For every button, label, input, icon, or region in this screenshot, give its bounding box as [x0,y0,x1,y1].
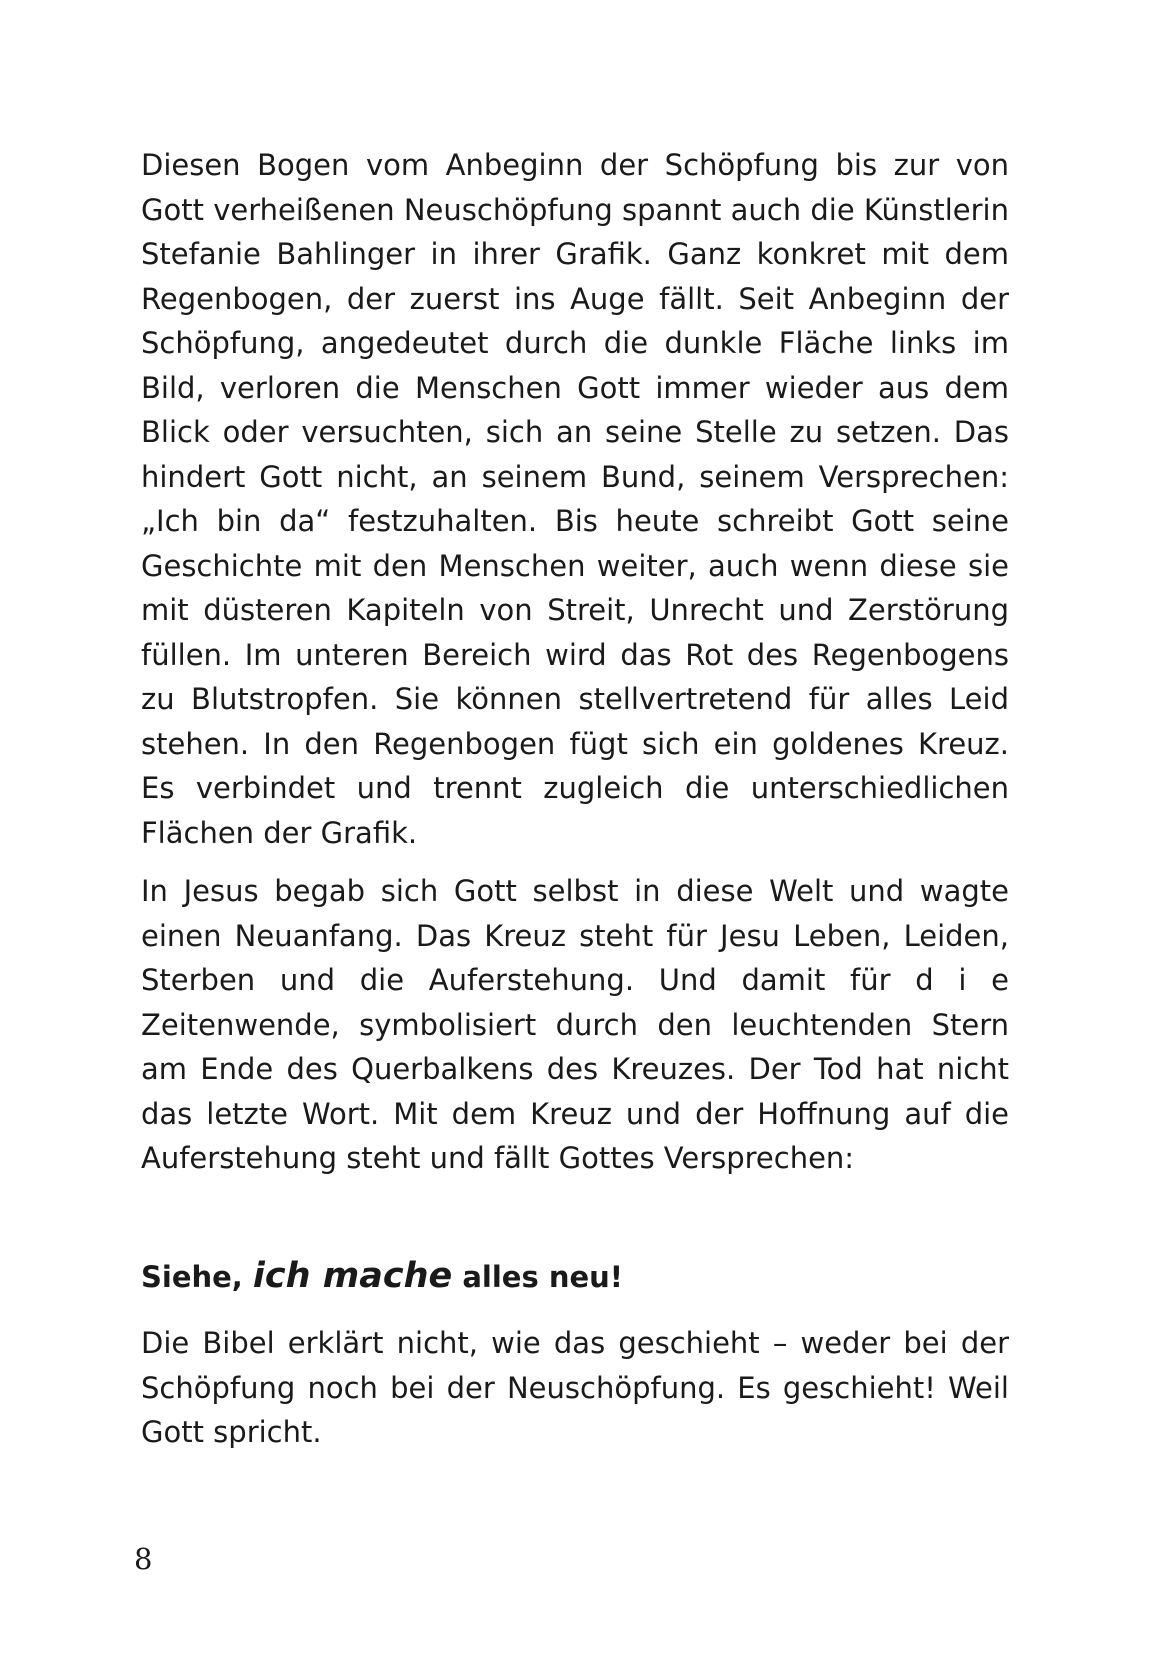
paragraph-rainbow-description: Diesen Bogen vom Anbeginn der Schöpfung bis zur von Gott verheißenen Neuschöpfung spannt auch die Künstlerin Stefanie Bahlinger in ihrer Grafik. Ganz konkret mit dem Regenbogen, der zuerst ins Auge fällt. Seit Anbeginn der Schöpfung, angedeutet durch die dunkle Fläche links im Bild, verloren die Menschen Gott immer wieder aus dem Blick oder versuchten, sich an seine Stelle zu setzen. Das hindert Gott nicht, an seinem Bund, seinem Versprechen: „Ich bin da“ festzuhalten. Bis heute schreibt Gott seine Geschichte mit den Menschen weiter, auch wenn diese sie mit düsteren Kapiteln von Streit, Unrecht und Zerstörung füllen. Im unteren Bereich wird das Rot des Regenbogens zu Blutstropfen. Sie können stellvertretend für alles Leid stehen. In den Regenbogen fügt sich ein goldenes Kreuz. Es verbindet und trennt zugleich die unterschiedlichen Flächen der Grafik. [141,148,1009,850]
heading-part-1: Siehe, [141,1260,253,1294]
paragraph-jesus-new-beginning: In Jesus begab sich Gott selbst in diese Welt und wagte einen Neuanfang. Das Kreuz steht für Jesu Leben, Leiden, Sterben und die Auferstehung. Und damit für d i e Zeitenwende, symbolisiert durch den leuchtenden Stern am Ende des Querbalkens des Kreuzes. Der Tod hat nicht das letzte Wort. Mit dem Kreuz und der Hoffnung auf die Auferstehung steht und fällt Gottes Versprechen: [141,874,1009,1175]
section-heading [141,1254,623,1299]
page-body [141,143,1009,1181]
heading-emphasis: ich mache [252,1256,453,1296]
heading-part-2: alles neu! [452,1260,624,1294]
closing-paragraph: Die Bibel erklärt nicht, wie das geschieht – weder bei der Schöpfung noch bei der Neuschöpfung. Es geschieht! Weil Gott spricht. [141,1326,1009,1449]
page-number: 8 [134,1542,153,1576]
